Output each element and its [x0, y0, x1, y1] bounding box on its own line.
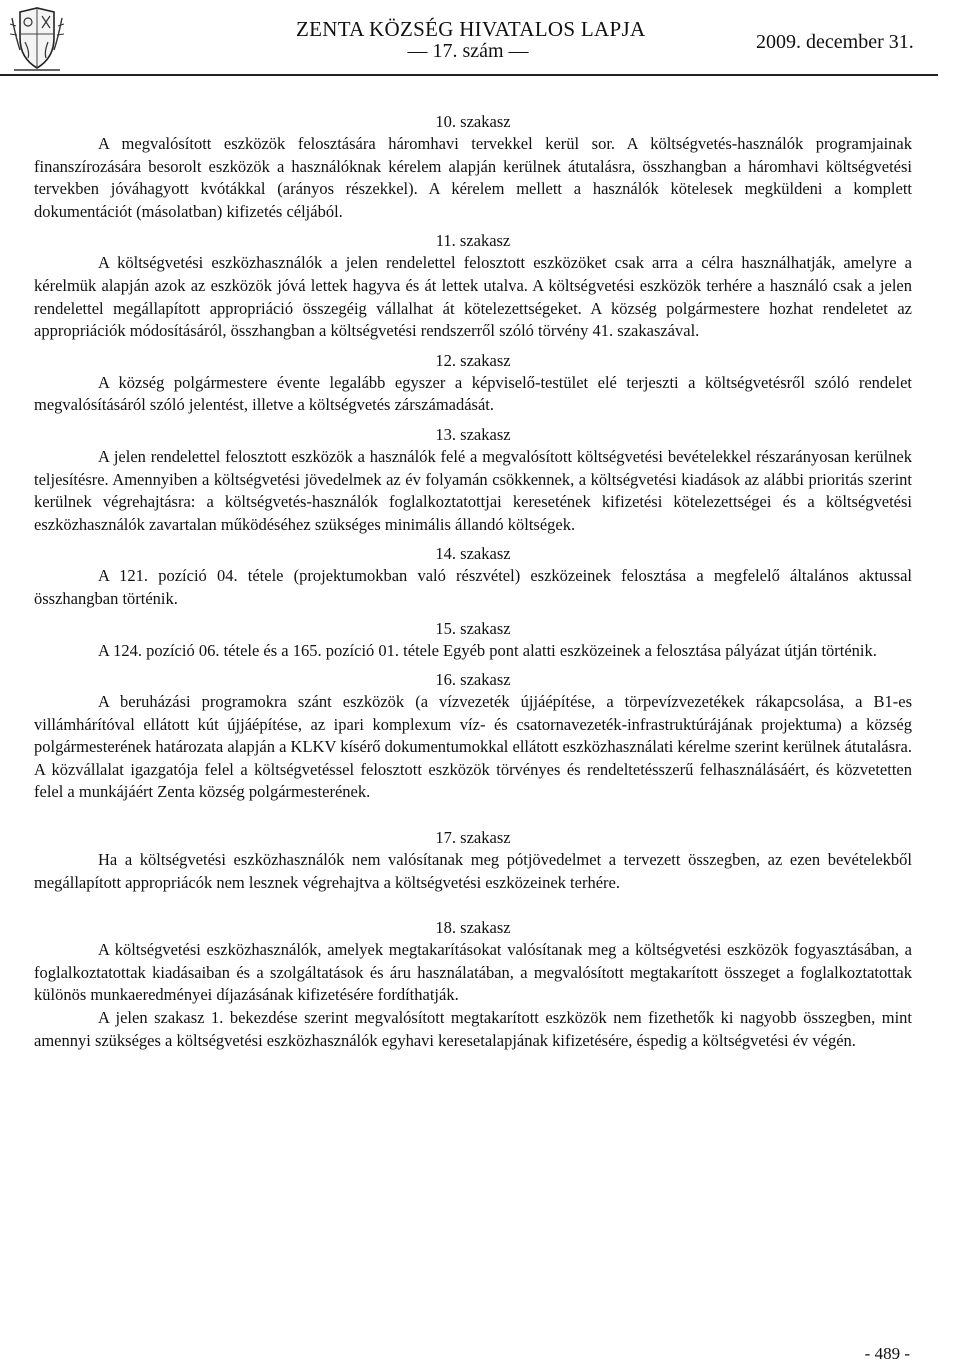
section-paragraph: Ha a költségvetési eszközhasználók nem valósítanak meg pótjövedelmet a tervezett összegben, az ezen bevételekből megállapított appropriácók nem lesznek végrehajtva a költségvetési eszközeinek terhére.: [34, 850, 912, 892]
issue-date: 2009. december 31.: [756, 31, 914, 53]
section-paragraph: A jelen rendelettel felosztott eszközök a használók felé a megvalósított költségvetési bevételekkel részarányosan kerülnek teljesítésre. Amennyiben a költségvetési jövedelmek az év folyamán csökkennek, a költségvetési kiadások az alábbi prioritás szerint kerülnek végrehajtásra: a költségvetés-használók foglalkoztatottjai keresetének kifizetési kötelezettségei és a költségvetési eszközhasználók zavartalan működéséhez szükséges minimális állandó költségek.: [34, 446, 912, 534]
section-14: [34, 542, 912, 610]
section-title: 16. szakasz: [435, 670, 511, 690]
issue-number: — 17. szám —: [407, 40, 529, 62]
section-13: [34, 423, 912, 536]
section-17: [34, 826, 912, 894]
section-title: 15. szakasz: [435, 618, 511, 638]
gazette-title: ZENTA KÖZSÉG HIVATALOS LAPJA: [296, 17, 646, 41]
section-title: 13. szakasz: [435, 424, 511, 444]
section-paragraph: A beruházási programokra szánt eszközök (a vízvezeték újjáépítése, a törpevízvezetékek rákapcsolása, a B1-es villámhárítóval ellátott kút újjáépítése, az ipari komplexum víz- és csatornavezeték-infrastruktúrájának projektuma) a község polgármesterének határozata alapján a KLKV kísérő dokumentumokkal ellátott eszközhasználati kérelme szerint kerülnek átutalásra. A közvállalat igazgatója felel a költségvetéssel felosztott eszközök törvényes és rendeltetésszerű felhasználásáért, és közvetetten felel a munkájáért Zenta község polgármesterének.: [34, 692, 912, 802]
section-10: [34, 110, 912, 223]
section-paragraph: A község polgármestere évente legalább egyszer a képviselő-testület elé terjeszti a költségvetésről szóló rendelet megvalósításáról szóló jelentést, illetve a költségvetés zárszámadását.: [34, 372, 912, 415]
section-title: 18. szakasz: [435, 918, 511, 938]
section-15: [34, 617, 912, 663]
document-body: [34, 110, 912, 1052]
header-divider: [0, 74, 938, 76]
coat-of-arms-icon: [8, 4, 66, 76]
section-paragraph: A költségvetési eszközhasználók a jelen rendelettel felosztott eszközöket csak arra a célra használhatják, amelyre a kérelmük alapján azok az eszközök jóvá lettek hagyva és át lettek utalva. A költségvetési eszközök terhére a használó csak a jelen rendelettel megállapított appropriáció összegéig vállalhat át kötelezettségeket. A község polgármestere hozhat rendeletet az appropriációk módosításáról, összhangban a költségvetési rendszerről szóló törvény 41. szakaszával.: [34, 253, 912, 341]
section-paragraph: A jelen szakasz 1. bekezdése szerint megvalósított megtakarított eszközök nem fizethetők ki nagyobb összegben, mint amennyi szükséges a költségvetési eszközhasználók egyhavi keresetalapjának kifizetésére, éspedig a költségvetési év végén.: [34, 1008, 912, 1050]
section-title: 17. szakasz: [435, 828, 511, 848]
section-12: [34, 349, 912, 417]
section-paragraph: A 124. pozíció 06. tétele és a 165. pozíció 01. tétele Egyéb pont alatti eszközeinek a felosztása pályázat útján történik.: [98, 640, 877, 660]
section-11: [34, 229, 912, 342]
section-title: 14. szakasz: [435, 544, 511, 564]
section-paragraph: A 121. pozíció 04. tétele (projektumokban való részvétel) eszközeinek felosztása a megfelelő általános aktussal összhangban történik.: [34, 566, 912, 608]
page-number: - 489 -: [864, 1344, 910, 1363]
section-title: 12. szakasz: [435, 350, 511, 370]
section-paragraph: A költségvetési eszközhasználók, amelyek megtakarításokat valósítanak meg a költségvetési eszközök fogyasztásában, a foglalkoztatottak kiadásaiban és a szolgáltatások és áru használatában, a megvalósított megtakarított összeget a foglalkoztatottak különös munkaeredményei díjazásának kifizetésére fordíthatják.: [34, 940, 912, 1005]
section-paragraph: A megvalósított eszközök felosztására háromhavi tervekkel kerül sor. A költségvetés-használók programjainak finanszírozására besorolt eszközök a használóknak kérelem alapján kerülnek átutalásra, összhangban a háromhavi költségvetési tervekben jóváhagyott kvótákkal (arányos részekkel). A kérelem mellett a használók kötelesek megküldeni a komplett dokumentációt (másolatban) kifizetés céljából.: [34, 134, 912, 221]
section-16: [34, 668, 912, 804]
section-18: [34, 916, 912, 1052]
section-title: 10. szakasz: [435, 112, 511, 131]
section-title: 11. szakasz: [435, 231, 511, 251]
